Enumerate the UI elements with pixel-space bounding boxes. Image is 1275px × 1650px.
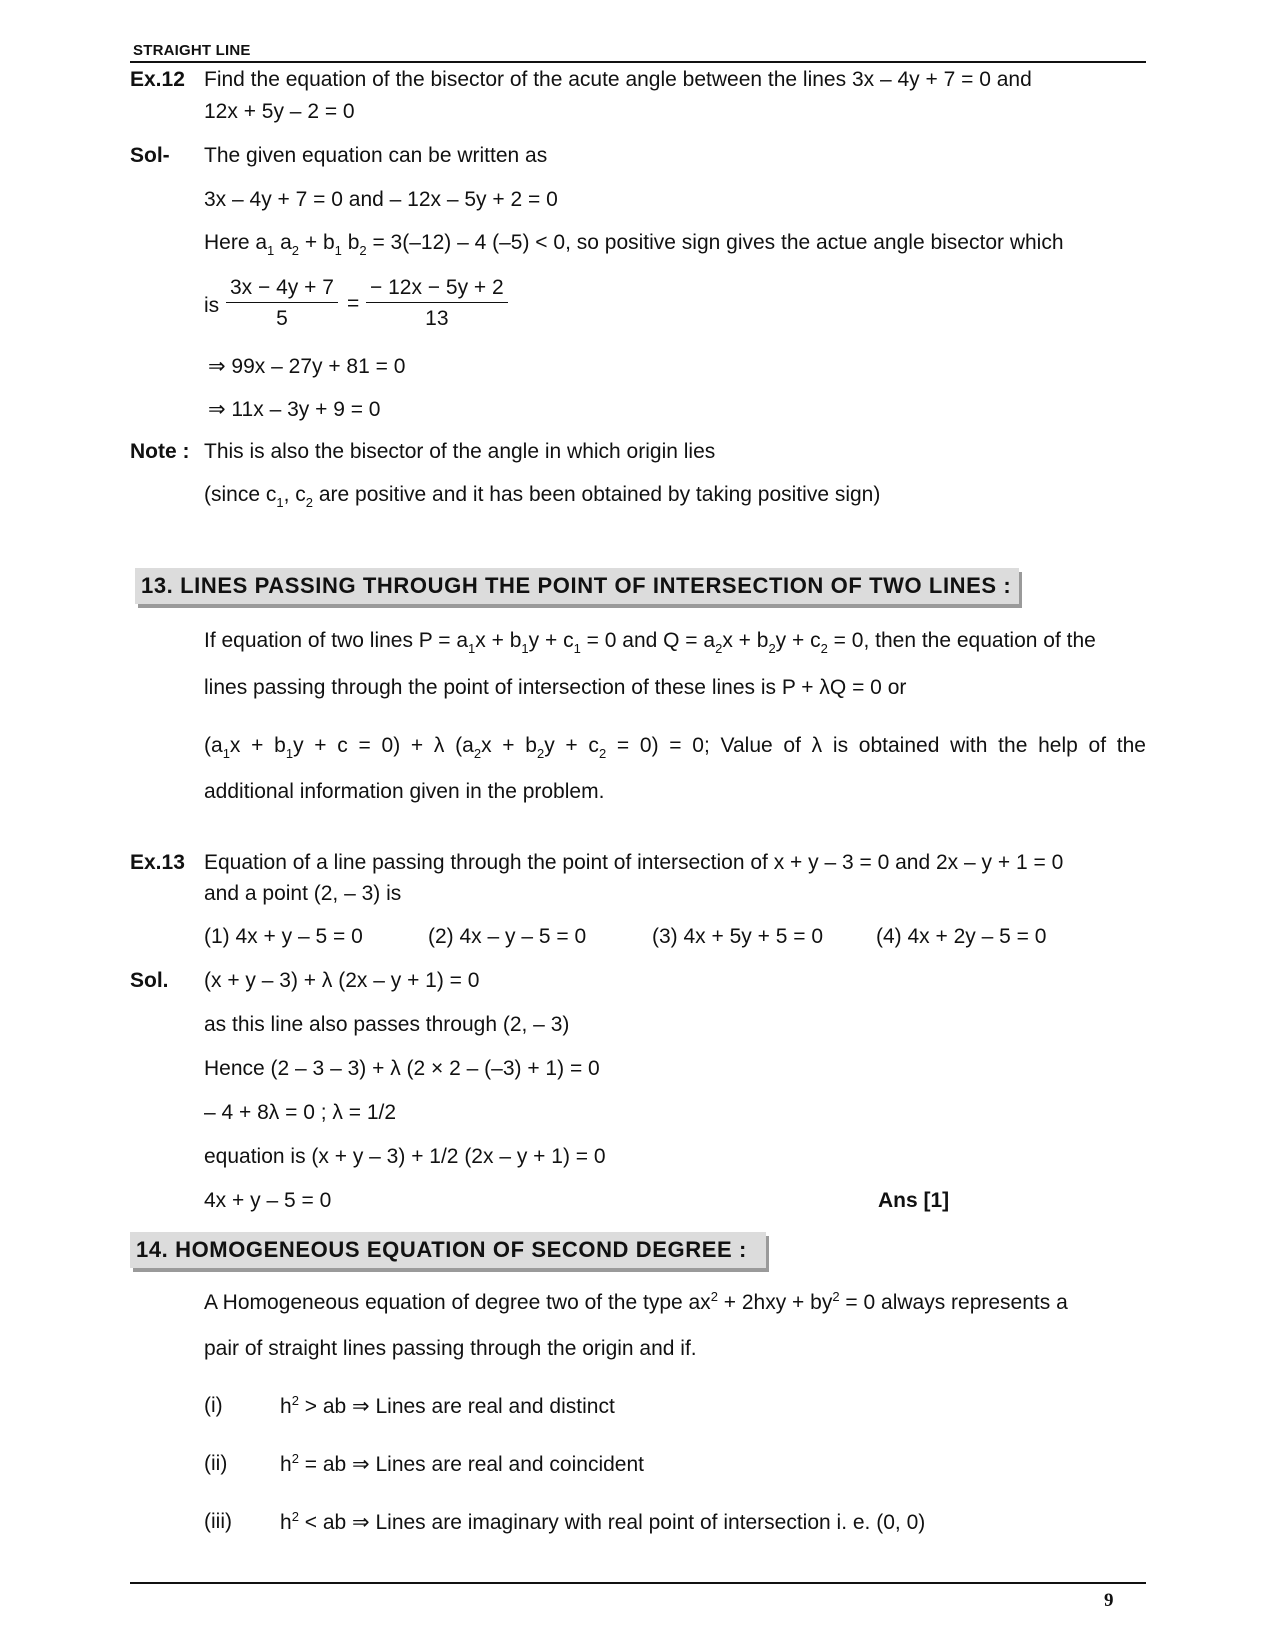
ex13-option-4: (4) 4x + 2y – 5 = 0: [876, 925, 1047, 948]
case-3-text: $h^2$ < ab ⇒ Lines are imaginary with real point of intersection i. e. (0, 0): [280, 1509, 926, 1534]
section13-heading: 13. LINES PASSING THROUGH THE POINT OF INTERSECTION OF TWO LINES :: [135, 568, 1019, 604]
ex13-step-2: as this line also passes through (2, – 3): [204, 1013, 570, 1036]
ex13-step-6: 4x + y – 5 = 0: [204, 1189, 332, 1212]
ex12-label: Ex.12: [130, 68, 185, 91]
note-label: Note :: [130, 440, 190, 463]
footer-rule: [130, 1582, 1146, 1584]
section14-intro-line2: pair of straight lines passing through the origin and if.: [204, 1337, 697, 1360]
header-rule: [130, 61, 1146, 63]
ex12-result2: ⇒ 11x – 3y + 9 = 0: [208, 398, 381, 421]
section14-intro-line1: A Homogeneous equation of degree two of the type $ax^2 + 2hxy + by^2 = 0$ always represents a: [204, 1289, 1068, 1314]
ex13-sol-label: Sol.: [130, 969, 169, 992]
fraction-right-denominator: 13: [425, 307, 449, 330]
fraction-left-denominator: 5: [276, 307, 288, 330]
ex13-step-4: – 4 + 8λ = 0 ; λ = 1/2: [204, 1101, 397, 1124]
case-2-number: (ii): [204, 1452, 228, 1475]
ex13-step-1: (x + y – 3) + λ (2x – y + 1) = 0: [204, 969, 480, 992]
section13-p1-line1: If equation of two lines $P = a_1x + b_1y + c_1 = 0$ and $Q = a_2x + b_2y + c_2 = 0$, then the equation of the: [204, 629, 1096, 656]
note-line2: (since $c_1$, $c_2$ are positive and it has been obtained by taking positive sign): [204, 483, 881, 510]
ex12-result1: ⇒ 99x – 27y + 81 = 0: [208, 355, 406, 378]
fraction-right: [366, 276, 508, 331]
case-2-text: $h^2$ = ab ⇒ Lines are real and coincident: [280, 1451, 644, 1476]
ex12-is-word: is: [204, 294, 220, 317]
ex13-option-1: (1) 4x + y – 5 = 0: [204, 925, 363, 948]
ex13-question-line2: and a point (2, – 3) is: [204, 882, 402, 905]
ex13-question-line1: Equation of a line passing through the point of intersection of x + y – 3 = 0 and 2x – y + 1 = 0: [204, 851, 1064, 874]
section13-p1-line2: lines passing through the point of intersection of these lines is P + λQ = 0 or: [204, 676, 907, 699]
ex12-sol-line3: Here $a_1$ $a_2 + b_1$ $b_2 = 3(-12) - 4$ (–5) < 0, so positive sign gives the actue angle bisector which: [204, 231, 1064, 258]
ex13-answer: Ans [1]: [878, 1189, 950, 1212]
case-1-text: $h^2$ > ab ⇒ Lines are real and distinct: [280, 1393, 615, 1418]
ex13-step-5: equation is (x + y – 3) + 1/2 (2x – y + 1) = 0: [204, 1145, 606, 1168]
case-3-number: (iii): [204, 1510, 232, 1533]
note-line1: This is also the bisector of the angle in which origin lies: [204, 440, 716, 463]
ex12-sol-line1: The given equation can be written as: [204, 144, 548, 167]
ex13-step-3: Hence (2 – 3 – 3) + λ (2 × 2 – (–3) + 1) = 0: [204, 1057, 600, 1080]
fraction-left: [226, 276, 338, 331]
ex13-option-3: (3) 4x + 5y + 5 = 0: [652, 925, 824, 948]
ex12-question-line1: Find the equation of the bisector of the acute angle between the lines 3x – 4y + 7 = 0 and: [204, 68, 1032, 91]
running-header: STRAIGHT LINE: [133, 42, 251, 59]
case-1-number: (i): [204, 1394, 223, 1417]
section14-heading: 14. HOMOGENEOUS EQUATION OF SECOND DEGREE :: [130, 1232, 766, 1268]
page-number: 9: [1104, 1590, 1114, 1611]
ex12-sol-line2: 3x – 4y + 7 = 0 and – 12x – 5y + 2 = 0: [204, 188, 558, 211]
fraction-equals: =: [347, 292, 360, 315]
ex13-option-2: (2) 4x – y – 5 = 0: [428, 925, 587, 948]
section13-p2-line1: $(a_1x + b_1y + c = 0) + \lambda$ $(a_2x + b_2y + c_2 = 0) = 0$; Value of λ is obtained with the help of the: [204, 734, 1146, 761]
fraction-left-numerator: 3x − 4y + 7: [226, 276, 338, 303]
ex12-sol-label: Sol-: [130, 144, 170, 167]
section13-p2-line2: additional information given in the problem.: [204, 780, 605, 803]
ex12-question-line2: 12x + 5y – 2 = 0: [204, 100, 355, 123]
fraction-right-numerator: − 12x − 5y + 2: [366, 276, 508, 303]
ex13-label: Ex.13: [130, 851, 185, 874]
